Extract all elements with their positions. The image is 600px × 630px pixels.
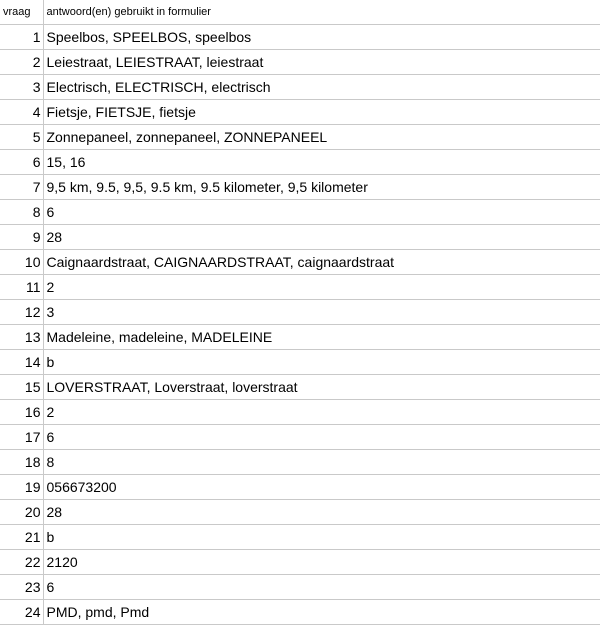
cell-question-number[interactable]: 21 <box>0 525 43 550</box>
cell-question-number[interactable]: 24 <box>0 600 43 625</box>
table-row <box>0 200 600 225</box>
cell-answers[interactable]: 28 <box>43 500 600 525</box>
cell-question-number[interactable]: 4 <box>0 100 43 125</box>
cell-question-number[interactable]: 8 <box>0 200 43 225</box>
table-row <box>0 500 600 525</box>
table-row <box>0 100 600 125</box>
cell-answers[interactable]: 6 <box>43 425 600 450</box>
cell-answers[interactable]: Electrisch, ELECTRISCH, electrisch <box>43 75 600 100</box>
cell-answers[interactable]: b <box>43 525 600 550</box>
table-row <box>0 250 600 275</box>
table-row <box>0 50 600 75</box>
cell-answers[interactable]: Speelbos, SPEELBOS, speelbos <box>43 25 600 50</box>
cell-question-number[interactable]: 7 <box>0 175 43 200</box>
cell-answers[interactable]: Caignaardstraat, CAIGNAARDSTRAAT, caignaardstraat <box>43 250 600 275</box>
cell-answers[interactable]: 2120 <box>43 550 600 575</box>
table-row <box>0 75 600 100</box>
cell-answers[interactable]: Leiestraat, LEIESTRAAT, leiestraat <box>43 50 600 75</box>
table-row <box>0 275 600 300</box>
cell-question-number[interactable]: 20 <box>0 500 43 525</box>
cell-answers[interactable]: 9,5 km, 9.5, 9,5, 9.5 km, 9.5 kilometer, 9,5 kilometer <box>43 175 600 200</box>
cell-answers[interactable]: 2 <box>43 275 600 300</box>
table-row <box>0 475 600 500</box>
cell-question-number[interactable]: 1 <box>0 25 43 50</box>
cell-question-number[interactable]: 11 <box>0 275 43 300</box>
table-row <box>0 600 600 625</box>
cell-answers[interactable]: LOVERSTRAAT, Loverstraat, loverstraat <box>43 375 600 400</box>
cell-answers[interactable]: 3 <box>43 300 600 325</box>
cell-answers[interactable]: 6 <box>43 200 600 225</box>
cell-question-number[interactable]: 12 <box>0 300 43 325</box>
table-row <box>0 350 600 375</box>
cell-question-number[interactable]: 17 <box>0 425 43 450</box>
cell-question-number[interactable]: 23 <box>0 575 43 600</box>
cell-answers[interactable]: 8 <box>43 450 600 475</box>
cell-question-number[interactable]: 18 <box>0 450 43 475</box>
cell-answers[interactable]: b <box>43 350 600 375</box>
table-row <box>0 400 600 425</box>
table-row <box>0 425 600 450</box>
cell-answers[interactable]: 2 <box>43 400 600 425</box>
cell-question-number[interactable]: 15 <box>0 375 43 400</box>
table-row <box>0 575 600 600</box>
table-row <box>0 325 600 350</box>
cell-question-number[interactable]: 13 <box>0 325 43 350</box>
cell-question-number[interactable]: 14 <box>0 350 43 375</box>
cell-answers[interactable]: Fietsje, FIETSJE, fietsje <box>43 100 600 125</box>
cell-answers[interactable]: PMD, pmd, Pmd <box>43 600 600 625</box>
header-cell-vraag[interactable]: vraag <box>0 0 43 25</box>
table-row <box>0 300 600 325</box>
table-row <box>0 375 600 400</box>
table-row <box>0 150 600 175</box>
table-row <box>0 225 600 250</box>
cell-answers[interactable]: 6 <box>43 575 600 600</box>
table-row <box>0 175 600 200</box>
cell-question-number[interactable]: 10 <box>0 250 43 275</box>
table-row <box>0 450 600 475</box>
table-row <box>0 125 600 150</box>
cell-question-number[interactable]: 16 <box>0 400 43 425</box>
cell-answers[interactable]: Zonnepaneel, zonnepaneel, ZONNEPANEEL <box>43 125 600 150</box>
table-row <box>0 550 600 575</box>
header-cell-answers[interactable]: antwoord(en) gebruikt in formulier <box>43 0 600 25</box>
cell-question-number[interactable]: 2 <box>0 50 43 75</box>
cell-question-number[interactable]: 22 <box>0 550 43 575</box>
header-row <box>0 0 600 25</box>
cell-answers[interactable]: 28 <box>43 225 600 250</box>
table-row <box>0 25 600 50</box>
cell-question-number[interactable]: 6 <box>0 150 43 175</box>
table-row <box>0 525 600 550</box>
cell-answers[interactable]: 056673200 <box>43 475 600 500</box>
cell-answers[interactable]: Madeleine, madeleine, MADELEINE <box>43 325 600 350</box>
cell-answers[interactable]: 15, 16 <box>43 150 600 175</box>
cell-question-number[interactable]: 5 <box>0 125 43 150</box>
cell-question-number[interactable]: 9 <box>0 225 43 250</box>
cell-question-number[interactable]: 19 <box>0 475 43 500</box>
cell-question-number[interactable]: 3 <box>0 75 43 100</box>
